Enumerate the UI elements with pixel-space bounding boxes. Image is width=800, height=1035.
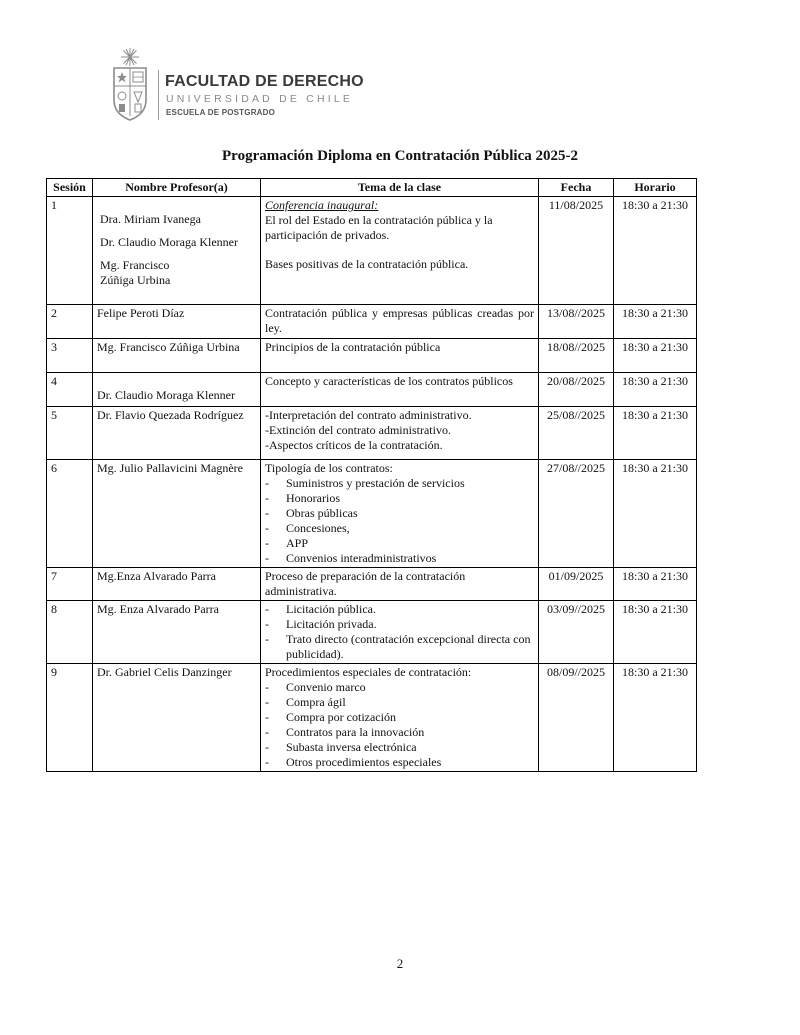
table-header-row	[47, 179, 697, 197]
list-item: - Convenio marco	[265, 680, 534, 695]
topic-cell	[261, 601, 539, 664]
session-time: 18:30 a 21:30	[614, 664, 697, 772]
professor-name: Mg.Enza Alvarado Parra	[93, 568, 261, 601]
table-row	[47, 601, 697, 664]
session-time: 18:30 a 21:30	[614, 460, 697, 568]
topic-cell	[261, 407, 539, 460]
session-number: 9	[47, 664, 93, 772]
table-row	[47, 407, 697, 460]
professor-name: Mg. Francisco Zúñiga Urbina	[93, 339, 261, 373]
session-date: 01/09/2025	[539, 568, 614, 601]
header-topic: Tema de la clase	[261, 179, 539, 197]
table-row	[47, 664, 697, 772]
session-date: 11/08/2025	[539, 197, 614, 305]
session-date: 13/08//2025	[539, 305, 614, 339]
topic-heading: Conferencia inaugural:	[265, 198, 379, 212]
list-item: - Concesiones,	[265, 521, 534, 536]
list-item: - Trato directo (contratación excepcional directa con publicidad).	[265, 632, 534, 662]
professor-name: Zúñiga Urbina	[100, 273, 171, 287]
list-item: - Subasta inversa electrónica	[265, 740, 534, 755]
professor-name: Dr. Claudio Moraga Klenner	[97, 388, 235, 402]
professor-name: Mg. Francisco	[100, 258, 170, 272]
topic-cell: Proceso de preparación de la contratación administrativa.	[261, 568, 539, 601]
table-row	[47, 197, 697, 305]
faculty-name: FACULTAD DE DERECHO	[165, 73, 364, 90]
list-item: - Compra ágil	[265, 695, 534, 710]
schedule-table	[46, 178, 697, 772]
session-time: 18:30 a 21:30	[614, 305, 697, 339]
session-number: 3	[47, 339, 93, 373]
list-item: - Contratos para la innovación	[265, 725, 534, 740]
topic-cell	[261, 664, 539, 772]
professor-name: Mg. Enza Alvarado Parra	[93, 601, 261, 664]
header-professor: Nombre Profesor(a)	[93, 179, 261, 197]
session-time: 18:30 a 21:30	[614, 197, 697, 305]
session-time: 18:30 a 21:30	[614, 601, 697, 664]
topic-line: -Extinción del contrato administrativo.	[265, 423, 451, 437]
session-time: 18:30 a 21:30	[614, 568, 697, 601]
list-item: - Licitación privada.	[265, 617, 534, 632]
page-title: Programación Diploma en Contratación Pública 2025-2	[222, 148, 578, 164]
session-time: 18:30 a 21:30	[614, 339, 697, 373]
list-item: - Convenios interadministrativos	[265, 551, 534, 566]
professor-name: Felipe Peroti Díaz	[93, 305, 261, 339]
session-number: 8	[47, 601, 93, 664]
header-date: Fecha	[539, 179, 614, 197]
list-item: - Suministros y prestación de servicios	[265, 476, 534, 491]
topic-heading: Procedimientos especiales de contratación:	[265, 665, 472, 679]
session-date: 18/08//2025	[539, 339, 614, 373]
header-session: Sesión	[47, 179, 93, 197]
professor-cell	[93, 373, 261, 407]
session-number: 1	[47, 197, 93, 305]
professor-cell	[93, 197, 261, 305]
header-time: Horario	[614, 179, 697, 197]
topic-line: El rol del Estado en la contratación pública y la participación de privados.	[265, 213, 493, 242]
professor-name: Dr. Claudio Moraga Klenner	[100, 235, 238, 249]
topic-list	[265, 680, 534, 770]
session-number: 2	[47, 305, 93, 339]
session-date: 03/09//2025	[539, 601, 614, 664]
university-logo	[108, 46, 364, 126]
topic-cell	[261, 197, 539, 305]
session-date: 27/08//2025	[539, 460, 614, 568]
session-number: 6	[47, 460, 93, 568]
table-row	[47, 373, 697, 407]
list-item: - APP	[265, 536, 534, 551]
list-item: - Otros procedimientos especiales	[265, 755, 534, 770]
topic-line: -Interpretación del contrato administrativo.	[265, 408, 472, 422]
topic-list	[265, 602, 534, 662]
session-time: 18:30 a 21:30	[614, 373, 697, 407]
session-time: 18:30 a 21:30	[614, 407, 697, 460]
topic-heading: Tipología de los contratos:	[265, 461, 393, 475]
table-row	[47, 305, 697, 339]
professor-name: Mg. Julio Pallavicini Magnère	[93, 460, 261, 568]
topic-line: -Aspectos críticos de la contratación.	[265, 438, 443, 452]
professor-name: Dra. Miriam Ivanega	[100, 212, 201, 226]
session-number: 4	[47, 373, 93, 407]
topic-cell: Principios de la contratación pública	[261, 339, 539, 373]
table-row	[47, 460, 697, 568]
topic-cell: Concepto y características de los contratos públicos	[261, 373, 539, 407]
topic-cell: Contratación pública y empresas públicas creadas por ley.	[261, 305, 539, 339]
topic-list	[265, 476, 534, 566]
school-name: ESCUELA DE POSTGRADO	[166, 108, 276, 117]
session-date: 20/08//2025	[539, 373, 614, 407]
professor-name: Dr. Gabriel Celis Danzinger	[93, 664, 261, 772]
list-item: - Compra por cotización	[265, 710, 534, 725]
logo-divider	[158, 70, 159, 120]
table-row	[47, 568, 697, 601]
university-emblem-icon	[108, 46, 152, 122]
list-item: - Obras públicas	[265, 506, 534, 521]
list-item: - Licitación pública.	[265, 602, 534, 617]
session-number: 7	[47, 568, 93, 601]
page-number: 2	[396, 956, 404, 971]
table-row	[47, 339, 697, 373]
session-date: 25/08//2025	[539, 407, 614, 460]
session-number: 5	[47, 407, 93, 460]
topic-line: Bases positivas de la contratación pública.	[265, 257, 469, 271]
topic-cell	[261, 460, 539, 568]
professor-name: Dr. Flavio Quezada Rodríguez	[93, 407, 261, 460]
session-date: 08/09//2025	[539, 664, 614, 772]
university-name: UNIVERSIDAD DE CHILE	[166, 93, 354, 105]
list-item: - Honorarios	[265, 491, 534, 506]
